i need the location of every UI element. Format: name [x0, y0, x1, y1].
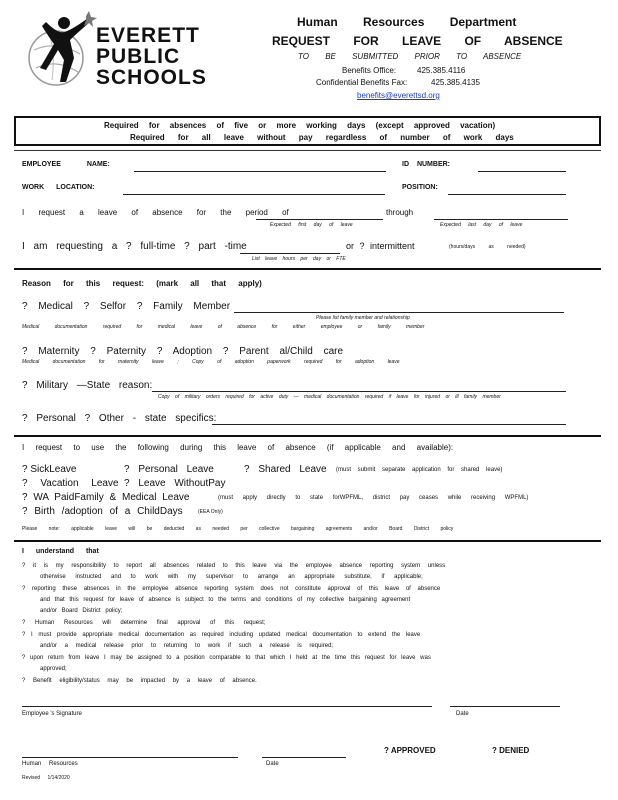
- id-number-field[interactable]: [478, 171, 566, 172]
- work-location-label: WORK LOCATION:: [22, 184, 95, 191]
- id-number-label: ID NUMBER:: [402, 161, 450, 168]
- understand-item: and that this request for leave of absence is subject to the terms and conditions of my collective bargaining agreement: [40, 597, 411, 603]
- approved-option[interactable]: ? APPROVED: [384, 746, 436, 755]
- understand-item: ? Benefit eligibility/status may be impacted by a leave of absence.: [22, 678, 257, 684]
- sick-leave-option[interactable]: ? SickLeave: [22, 464, 77, 475]
- hr-signature-field[interactable]: [22, 757, 238, 758]
- deduction-note: Please note: applicable leave will be deducted as needed per collective bargaining agreements and/or Board District policy: [22, 526, 454, 532]
- reason-family-options[interactable]: ? Maternity ? Paternity ? Adoption ? Parent al/Child care: [22, 346, 344, 357]
- understand-heading: I understand that: [22, 548, 99, 555]
- employee-name-field[interactable]: [134, 171, 386, 172]
- family-member-field[interactable]: [234, 312, 564, 313]
- benefits-email-link[interactable]: benefits@everettsd.org: [357, 91, 440, 100]
- maternity-doc-note: Medical documentation for maternity leave ; Copy of adoption paperwork required for adoption leave: [22, 359, 400, 365]
- divider: [14, 540, 601, 542]
- logo-figure-icon: [18, 10, 108, 90]
- logo-line-1: EVERETT: [96, 24, 200, 47]
- understand-item: and/or a medical release prior to returning to work if such a release is required;: [40, 643, 334, 649]
- employee-signature-field[interactable]: [22, 706, 432, 707]
- last-day-field[interactable]: [434, 219, 568, 220]
- benefits-fax-phone: 425.385.4135: [431, 78, 480, 87]
- wa-paid-leave-note: (must apply directly to state forWPFML, district pay ceases while receiving WPFML): [218, 495, 529, 501]
- military-note: Copy of military orders required for active duty — medical documentation required if leave for injured or ill family member: [158, 394, 501, 400]
- revised-note: Revised 1/14/2020: [22, 775, 70, 781]
- benefits-fax-label: Confidential Benefits Fax:: [316, 78, 408, 87]
- position-label: POSITION:: [402, 184, 438, 191]
- other-specifics-field[interactable]: [212, 424, 566, 425]
- understand-item: ? upon return from leave I may be assigned to a position comparable to that which I held at the time this request for leave was: [22, 655, 431, 661]
- understand-item: approved;: [40, 666, 67, 672]
- through-label: through: [386, 208, 414, 217]
- family-member-caption: Please list family member and relationship: [316, 315, 410, 321]
- hours-note: (hours/days as needed): [449, 244, 526, 250]
- signature-date-label: Date: [456, 711, 469, 717]
- first-day-caption: Expected first day of leave: [270, 222, 353, 228]
- understand-item: ? I must provide appropriate medical documentation as required including updated medical documentation to extend the leave: [22, 632, 421, 638]
- divider: [14, 268, 601, 270]
- medical-doc-note: Medical documentation required for medical leave of absence for either employee or family member: [22, 324, 425, 330]
- birth-adoption-option[interactable]: ? Birth /adoption of a ChildDays: [22, 506, 183, 517]
- logo-line-2: PUBLIC: [96, 45, 181, 68]
- wa-paid-leave-option[interactable]: ? WA PaidFamily & Medical Leave: [22, 492, 190, 503]
- intermittent-label: or ? intermittent: [346, 241, 415, 251]
- denied-option[interactable]: ? DENIED: [492, 746, 530, 755]
- leave-without-pay-option[interactable]: ? Leave WithoutPay: [124, 478, 226, 489]
- form-title: REQUEST FOR LEAVE OF ABSENCE: [272, 34, 563, 48]
- vacation-leave-option[interactable]: ? Vacation Leave: [22, 478, 119, 489]
- reason-military-label[interactable]: ? Military —State reason:: [22, 380, 153, 391]
- hr-label: Human Resources: [22, 761, 78, 767]
- employee-name-label: EMPLOYEE NAME:: [22, 161, 110, 168]
- signature-date-field[interactable]: [450, 706, 560, 707]
- department-heading: Human Resources Department: [297, 15, 517, 29]
- leave-period-label: I request a leave of absence for the period of: [22, 208, 289, 217]
- eea-only-note: (EEA Only): [198, 509, 223, 515]
- benefits-office-label: Benefits Office:: [342, 66, 397, 75]
- hr-date-label: Date: [266, 761, 279, 767]
- employee-signature-label: Employee 's Signature: [22, 711, 82, 717]
- hours-caption: List leave hours per day or FTE: [252, 256, 346, 262]
- reason-medical-options[interactable]: ? Medical ? Selfor ? Family Member: [22, 301, 231, 312]
- hr-date-field[interactable]: [262, 757, 346, 758]
- reason-personal-label[interactable]: ? Personal ? Other - state specifics:: [22, 413, 217, 424]
- understand-item: otherwise instructed and to work with my supervisor to arrange an appropriate substitute, if applicable;: [40, 574, 423, 580]
- understand-item: ? Human Resources will determine final approval of this request;: [22, 620, 266, 626]
- understand-item: ? reporting these absences in the employee absence reporting system does not constitute approval of this leave of absence: [22, 586, 441, 592]
- requirement-line-1: Required for absences of five or more working days (except approved vacation): [104, 121, 496, 130]
- personal-leave-option[interactable]: ? Personal Leave: [124, 464, 214, 475]
- divider: [14, 150, 601, 151]
- divider: [14, 435, 601, 437]
- hours-field[interactable]: [240, 253, 340, 254]
- logo: [18, 10, 218, 90]
- form-subtitle: TO BE SUBMITTED PRIOR TO ABSENCE: [298, 52, 522, 61]
- shared-leave-note: (must submit separate application for shared leave): [336, 467, 503, 473]
- work-location-field[interactable]: [123, 194, 385, 195]
- reason-heading: Reason for this request: (mark all that apply): [22, 279, 262, 288]
- use-heading: I request to use the following during this leave of absence (if applicable and available):: [22, 443, 454, 452]
- logo-line-3: SCHOOLS: [96, 66, 207, 89]
- understand-item: and/or Board District policy;: [40, 608, 123, 614]
- first-day-field[interactable]: [256, 219, 383, 220]
- shared-leave-option[interactable]: ? Shared Leave: [244, 464, 327, 475]
- understand-item: ? it is my responsibility to report all absences related to this leave via the employee absence reporting system unless: [22, 563, 446, 569]
- position-field[interactable]: [448, 194, 566, 195]
- last-day-caption: Expected last day of leave: [440, 222, 523, 228]
- benefits-office-phone: 425.385.4116: [417, 66, 466, 75]
- requirement-line-2: Required for all leave without pay regardless of number of work days: [130, 133, 514, 142]
- military-field[interactable]: [152, 391, 566, 392]
- requesting-label: I am requesting a ? full-time ? part -time: [22, 241, 247, 252]
